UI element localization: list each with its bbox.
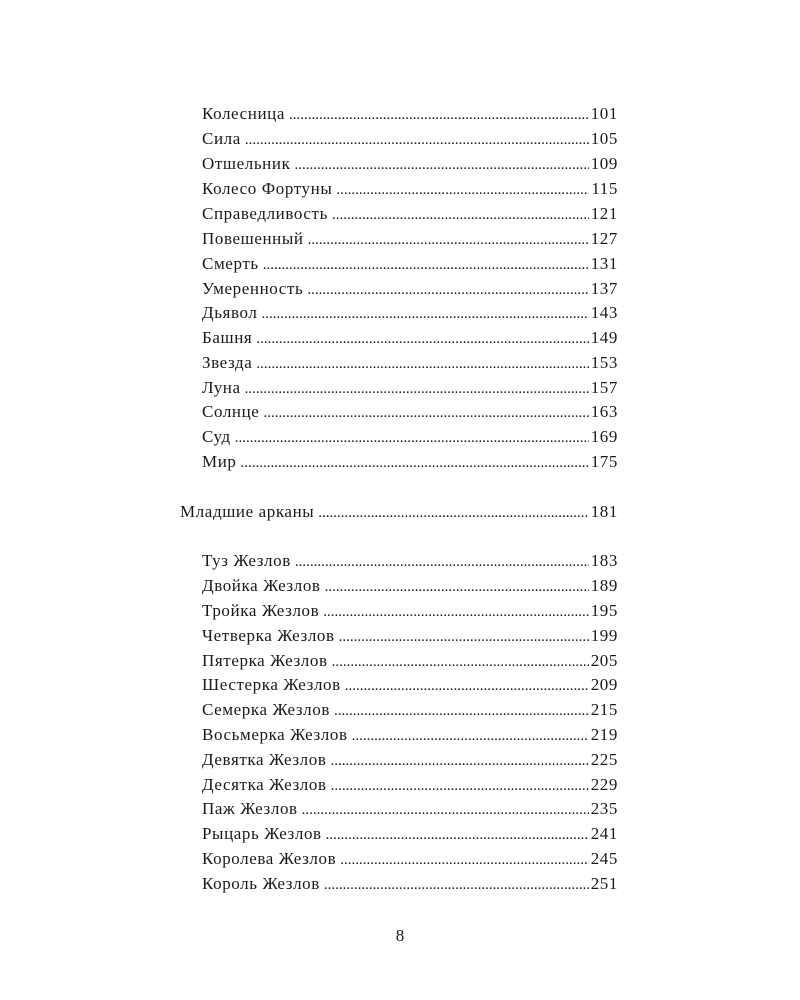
toc-dot-leader (323, 600, 588, 624)
toc-entry (202, 152, 618, 176)
toc-entry (202, 723, 618, 747)
toc-dot-leader (352, 724, 589, 748)
toc-entry-title: Умеренность (202, 279, 304, 298)
toc-entry-title: Справедливость (202, 204, 328, 223)
toc-entry (202, 549, 618, 573)
toc-entry (202, 227, 618, 251)
toc-entry-title: Колесница (202, 104, 286, 123)
toc-dot-leader (326, 823, 589, 847)
toc-entry (202, 673, 618, 697)
toc-entry-page: 115 (591, 179, 618, 198)
toc-entry-page: 205 (590, 651, 618, 670)
toc-entry-page: 251 (590, 874, 618, 893)
toc-entry-title: Десятка Жезлов (202, 775, 327, 794)
toc-dot-leader (261, 302, 588, 326)
toc-entry (202, 277, 618, 301)
toc-dot-leader (332, 650, 589, 674)
toc-dot-leader (263, 401, 588, 425)
toc-entry-page: 153 (590, 353, 618, 372)
toc-entry (202, 773, 618, 797)
toc-entry-title: Семерка Жезлов (202, 700, 330, 719)
toc-entry (202, 450, 618, 474)
toc-entry-page: 109 (590, 154, 618, 173)
toc-dot-leader (318, 501, 588, 525)
toc-dot-leader (332, 203, 589, 227)
toc-entry (202, 624, 618, 648)
toc-entry-page: 245 (590, 849, 618, 868)
toc-dot-leader (334, 699, 589, 723)
toc-dot-leader (331, 774, 589, 798)
toc-entry-page: 163 (590, 402, 618, 421)
toc-section-title: Младшие арканы (180, 502, 315, 521)
toc-entry-page: 183 (590, 551, 618, 570)
toc-entry-title: Девятка Жезлов (202, 750, 327, 769)
toc-dot-leader (330, 749, 588, 773)
toc-entry-page: 101 (590, 104, 618, 123)
toc-entry-title: Повешенный (202, 229, 304, 248)
toc-entry-title: Двойка Жезлов (202, 576, 321, 595)
toc-entry-page: 157 (590, 378, 618, 397)
toc-entry (202, 376, 618, 400)
toc-entry-title: Рыцарь Жезлов (202, 824, 322, 843)
toc-entry (202, 872, 618, 896)
toc-entry-title: Башня (202, 328, 253, 347)
toc-entry (202, 822, 618, 846)
toc-entry-page: 195 (590, 601, 618, 620)
toc-entry (202, 400, 618, 424)
toc-dot-leader (235, 426, 589, 450)
toc-entry-title: Король Жезлов (202, 874, 320, 893)
toc-entry-title: Отшельник (202, 154, 291, 173)
toc-dot-leader (263, 253, 589, 277)
toc-entry (202, 301, 618, 325)
toc-entry (202, 847, 618, 871)
toc-entry (202, 599, 618, 623)
toc-entry-title: Пятерка Жезлов (202, 651, 328, 670)
toc-entry (202, 177, 618, 201)
toc-entry-title: Четверка Жезлов (202, 626, 335, 645)
toc-entry-title: Звезда (202, 353, 253, 372)
toc-dot-leader (307, 278, 588, 302)
toc-entry (202, 649, 618, 673)
toc-dot-leader (294, 153, 588, 177)
toc-entry (202, 698, 618, 722)
toc-entry-page: 169 (590, 427, 618, 446)
toc-dot-leader (325, 575, 589, 599)
toc-dot-leader (241, 451, 589, 475)
toc-entry-page: 235 (590, 799, 618, 818)
toc-entry-page: 131 (590, 254, 618, 273)
toc-dot-leader (308, 228, 589, 252)
toc-entry (202, 326, 618, 350)
toc-entry-page: 219 (590, 725, 618, 744)
toc-dot-leader (324, 873, 589, 897)
toc-entry-page: 189 (590, 576, 618, 595)
toc-entry-title: Суд (202, 427, 231, 446)
toc-dot-leader (289, 103, 589, 127)
toc-dot-leader (256, 352, 588, 376)
toc-entry (202, 748, 618, 772)
toc-entry-title: Паж Жезлов (202, 799, 298, 818)
toc-entry (202, 102, 618, 126)
toc-entry-title: Дьявол (202, 303, 258, 322)
toc-entry-title: Луна (202, 378, 241, 397)
toc-entry-title: Тройка Жезлов (202, 601, 320, 620)
toc-entry (202, 574, 618, 598)
toc-entry-title: Восьмерка Жезлов (202, 725, 348, 744)
toc-entry-page: 199 (590, 626, 618, 645)
toc-dot-leader (339, 625, 589, 649)
toc-entry-title: Смерть (202, 254, 259, 273)
toc-dot-leader (345, 674, 589, 698)
toc-dot-leader (336, 178, 589, 202)
toc-entry (202, 252, 618, 276)
toc-dot-leader (295, 550, 589, 574)
toc-entry-page: 149 (590, 328, 618, 347)
toc-entry (202, 202, 618, 226)
toc-entry-page: 229 (590, 775, 618, 794)
toc-entry-title: Королева Жезлов (202, 849, 337, 868)
toc-entry-title: Колесо Фортуны (202, 179, 333, 198)
toc-dot-leader (245, 128, 589, 152)
page-number: 8 (395, 926, 405, 945)
toc-entry-page: 241 (590, 824, 618, 843)
toc-entry-title: Солнце (202, 402, 260, 421)
toc-entry-title: Шестерка Жезлов (202, 675, 341, 694)
toc-dot-leader (340, 848, 588, 872)
toc-entry (202, 127, 618, 151)
toc-entry-title: Мир (202, 452, 237, 471)
toc-entry (202, 351, 618, 375)
toc-entry-title: Туз Жезлов (202, 551, 291, 570)
toc-entry-page: 209 (590, 675, 618, 694)
toc-dot-leader (256, 327, 588, 351)
toc-section-heading (180, 500, 618, 524)
toc-entry-page: 137 (590, 279, 618, 298)
toc-entry-page: 143 (590, 303, 618, 322)
toc-dot-leader (245, 377, 589, 401)
toc-entry-page: 121 (590, 204, 618, 223)
toc-entry-title: Сила (202, 129, 241, 148)
toc-dot-leader (302, 798, 589, 822)
toc-entry-page: 175 (590, 452, 618, 471)
toc-entry-page: 127 (590, 229, 618, 248)
toc-entry (202, 425, 618, 449)
toc-entry (202, 797, 618, 821)
toc-entry-page: 215 (590, 700, 618, 719)
toc-entry-page: 225 (590, 750, 618, 769)
toc-section-page: 181 (590, 502, 618, 521)
toc-entry-page: 105 (590, 129, 618, 148)
